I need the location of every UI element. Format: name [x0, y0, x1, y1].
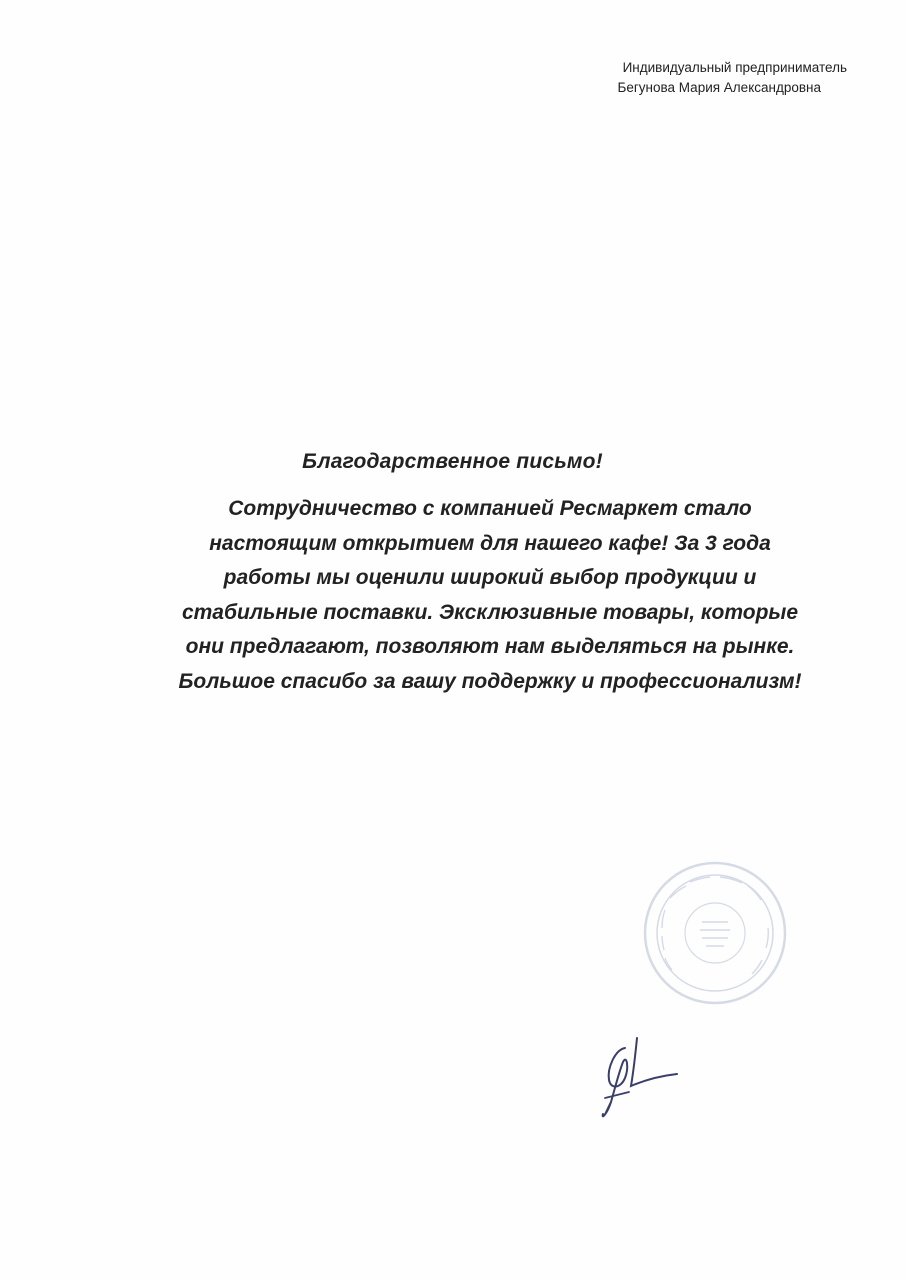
body-line: работы мы оценили широкий выбор продукции и [223, 566, 757, 589]
sender-name: Бегунова Мария Александровна [617, 80, 821, 95]
body-line: Сотрудничество с компанией Ресмаркет стало [228, 497, 752, 520]
sender-title: Индивидуальный предприниматель [622, 60, 847, 75]
handwritten-signature-icon [585, 1028, 695, 1128]
letter-title: Благодарственное письмо! [302, 450, 603, 473]
sender-header [618, 58, 848, 98]
body-line: настоящим открытием для нашего кафе! За 3 года [209, 531, 771, 555]
body-line: они предлагают, позволяют нам выделяться на рынке. [185, 635, 795, 658]
letter-body [120, 492, 860, 699]
body-line: Большое спасибо за вашу поддержку и профессионализм! [178, 669, 802, 693]
body-line: стабильные поставки. Эксклюзивные товары, которые [181, 600, 799, 624]
seal-stamp-icon [640, 858, 790, 1008]
